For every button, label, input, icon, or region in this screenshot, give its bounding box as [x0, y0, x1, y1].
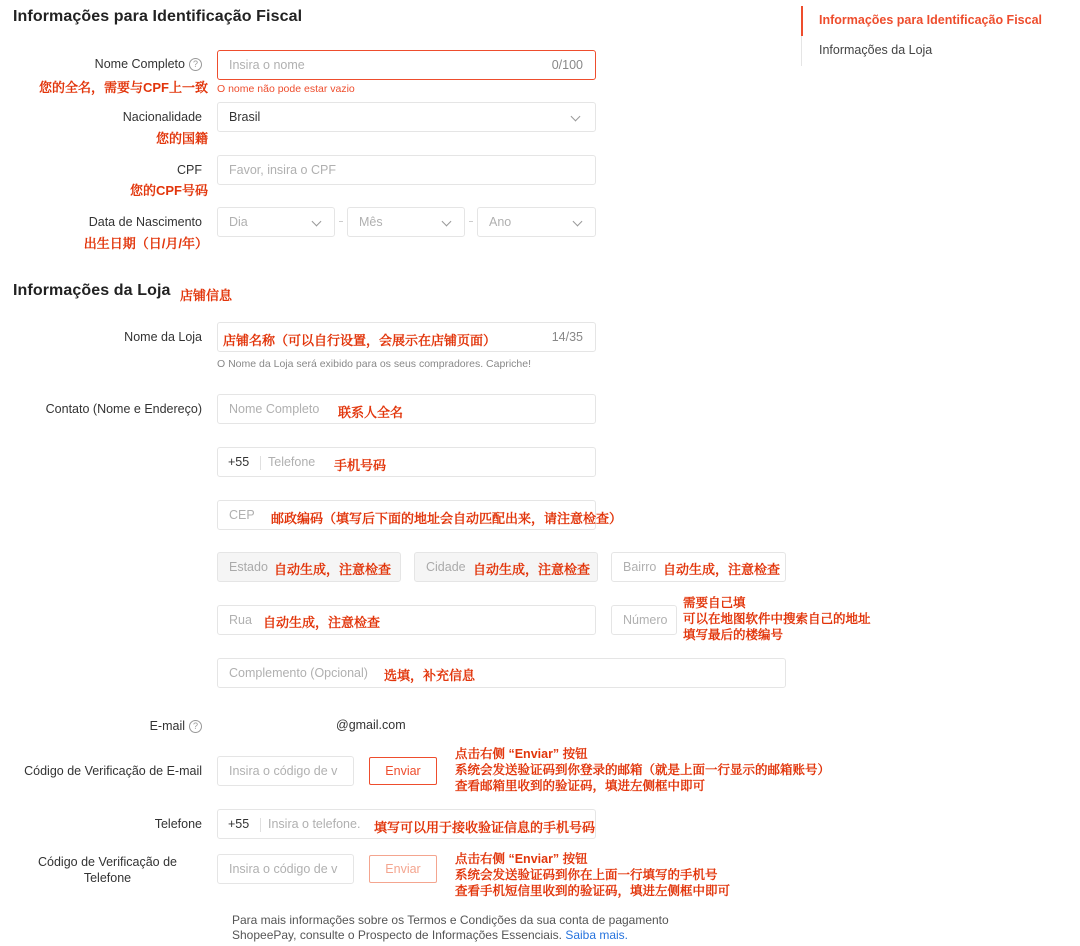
birth-label: Data de Nascimento	[88, 215, 202, 229]
phone-prefix: +55	[228, 817, 250, 831]
side-nav-item-store[interactable]: Informações da Loja	[819, 43, 933, 57]
name-label: Nome Completo ?	[95, 57, 202, 71]
contact-cidade-input[interactable]	[414, 552, 598, 582]
cpf-input[interactable]	[217, 155, 596, 185]
email-code-label: Código de Verificação de E-mail	[24, 764, 202, 778]
numero-annotation-line: 可以在地图软件中搜索自己的地址	[683, 612, 871, 626]
chevron-down-icon	[573, 217, 583, 227]
store-section-title: Informações da Loja	[13, 282, 171, 299]
email-annotation-line: 系统会发送验证码到你登录的邮箱（就是上面一行显示的邮箱账号）	[455, 763, 831, 777]
help-icon[interactable]: ?	[189, 720, 202, 733]
phone-send-button[interactable]: Enviar	[369, 855, 437, 883]
contact-bairro-input[interactable]	[611, 552, 786, 582]
phone-code-placeholder: Insira o código de v	[229, 862, 338, 876]
email-code-input[interactable]	[217, 756, 354, 786]
side-nav-divider	[801, 36, 802, 66]
contact-cep-placeholder: CEP	[229, 508, 255, 522]
nationality-annotation: 您的国籍	[155, 131, 208, 146]
contact-numero-annotation	[683, 595, 871, 643]
email-value: @gmail.com	[336, 718, 406, 732]
email-code-annotation	[455, 746, 830, 794]
birth-month-select[interactable]	[347, 207, 465, 237]
contact-estado-placeholder: Estado	[229, 560, 268, 574]
birth-day-select[interactable]	[217, 207, 335, 237]
help-icon[interactable]: ?	[189, 58, 202, 71]
contact-phone-input[interactable]	[217, 447, 596, 477]
contact-phone-annotation: 手机号码	[334, 458, 387, 473]
terms-line: ShopeePay, consulte o Prospecto de Informações Essenciais. Saiba mais.	[232, 928, 629, 942]
phone-prefix-divider	[260, 818, 261, 832]
phone-code-input[interactable]	[217, 854, 354, 884]
date-separator	[469, 221, 473, 222]
date-separator	[339, 221, 343, 222]
contact-rua-input[interactable]	[217, 605, 596, 635]
birth-year-select[interactable]	[477, 207, 596, 237]
shopeepay-terms	[232, 913, 669, 943]
contact-bairro-annotation: 自动生成，注意检查	[663, 562, 781, 577]
fiscal-section-title: Informações para Identificação Fiscal	[13, 8, 303, 25]
chevron-down-icon	[312, 217, 322, 227]
phone-annotation-line: 系统会发送验证码到你在上面一行填写的手机号	[455, 868, 718, 882]
cpf-annotation: 您的CPF号码	[129, 183, 208, 198]
email-annotation-line: 查看邮箱里收到的验证码，填进左侧框中即可	[455, 779, 706, 793]
name-input[interactable]	[217, 50, 596, 80]
side-nav-item-fiscal[interactable]: Informações para Identificação Fiscal	[819, 13, 1042, 27]
phone-code-label-line: Telefone	[83, 871, 132, 885]
contact-fullname-annotation: 联系人全名	[338, 405, 404, 420]
terms-line: Para mais informações sobre os Termos e Condições da sua conta de pagamento	[232, 913, 669, 927]
phone-annotation: 填写可以用于接收验证信息的手机号码	[374, 820, 596, 835]
phone-input[interactable]	[217, 809, 596, 839]
nationality-select[interactable]	[217, 102, 596, 132]
birth-day-placeholder: Dia	[229, 215, 248, 229]
contact-rua-placeholder: Rua	[229, 613, 252, 627]
nationality-label: Nacionalidade	[122, 110, 202, 124]
contact-complemento-placeholder: Complemento (Opcional)	[229, 666, 368, 680]
phone-code-annotation	[455, 851, 730, 899]
email-code-placeholder: Insira o código de v	[229, 764, 338, 778]
phone-label: Telefone	[154, 817, 202, 831]
contact-cidade-annotation: 自动生成，注意检查	[473, 562, 591, 577]
email-annotation-line: 点击右侧 “Enviar” 按钮	[455, 747, 588, 761]
contact-numero-input[interactable]	[611, 605, 677, 635]
store-name-counter: 14/35	[551, 330, 583, 344]
contact-complemento-input[interactable]	[217, 658, 786, 688]
store-name-input[interactable]	[217, 322, 596, 352]
birth-month-placeholder: Mês	[359, 215, 383, 229]
contact-fullname-input[interactable]	[217, 394, 596, 424]
birth-annotation: 出生日期（日/月/年）	[83, 236, 208, 251]
phone-code-label-line: Código de Verificação de	[38, 855, 177, 869]
contact-numero-placeholder: Número	[623, 613, 668, 627]
nationality-value: Brasil	[229, 110, 261, 124]
name-annotation: 您的全名，需要与CPF上一致	[38, 80, 208, 95]
phone-placeholder: Insira o telefone.	[268, 817, 361, 831]
store-name-hint: O Nome da Loja será exibido para os seus compradores. Capriche!	[217, 358, 531, 370]
phone-annotation-line: 查看手机短信里收到的验证码，填进左侧框中即可	[455, 884, 731, 898]
numero-annotation-line: 需要自己填	[683, 596, 746, 610]
contact-bairro-placeholder: Bairro	[623, 560, 657, 574]
email-label: E-mail ?	[150, 719, 202, 733]
store-name-value: 店铺名称（可以自行设置，会展示在店铺页面）	[223, 333, 497, 348]
name-error: O nome não pode estar vazio	[217, 83, 355, 95]
side-nav-indicator	[801, 6, 803, 36]
chevron-down-icon	[442, 217, 452, 227]
numero-annotation-line: 填写最后的楼编号	[683, 628, 784, 642]
store-title-annotation: 店铺信息	[180, 288, 233, 303]
birth-year-placeholder: Ano	[489, 215, 512, 229]
phone-prefix: +55	[228, 455, 250, 469]
email-send-button[interactable]: Enviar	[369, 757, 437, 785]
contact-cidade-placeholder: Cidade	[426, 560, 466, 574]
contact-label: Contato (Nome e Endereço)	[45, 402, 202, 416]
contact-estado-annotation: 自动生成，注意检查	[274, 562, 392, 577]
name-counter: 0/100	[551, 58, 583, 72]
phone-annotation-line: 点击右侧 “Enviar” 按钮	[455, 852, 588, 866]
chevron-down-icon	[571, 112, 581, 122]
contact-phone-placeholder: Telefone	[268, 455, 316, 469]
contact-fullname-placeholder: Nome Completo	[229, 402, 320, 416]
cpf-placeholder: Favor, insira o CPF	[229, 163, 336, 177]
phone-prefix-divider	[260, 456, 261, 470]
contact-cep-annotation: 邮政编码（填写后下面的地址会自动匹配出来，请注意检查）	[271, 511, 623, 526]
phone-code-label	[10, 854, 205, 886]
contact-rua-annotation: 自动生成，注意检查	[263, 615, 381, 630]
store-name-label: Nome da Loja	[124, 330, 202, 344]
cpf-label: CPF	[177, 163, 202, 177]
learn-more-link[interactable]: Saiba mais.	[565, 928, 629, 942]
contact-cep-input[interactable]	[217, 500, 623, 530]
contact-complemento-annotation: 选填，补充信息	[384, 668, 476, 683]
contact-estado-input[interactable]	[217, 552, 401, 582]
name-placeholder: Insira o nome	[229, 58, 305, 72]
